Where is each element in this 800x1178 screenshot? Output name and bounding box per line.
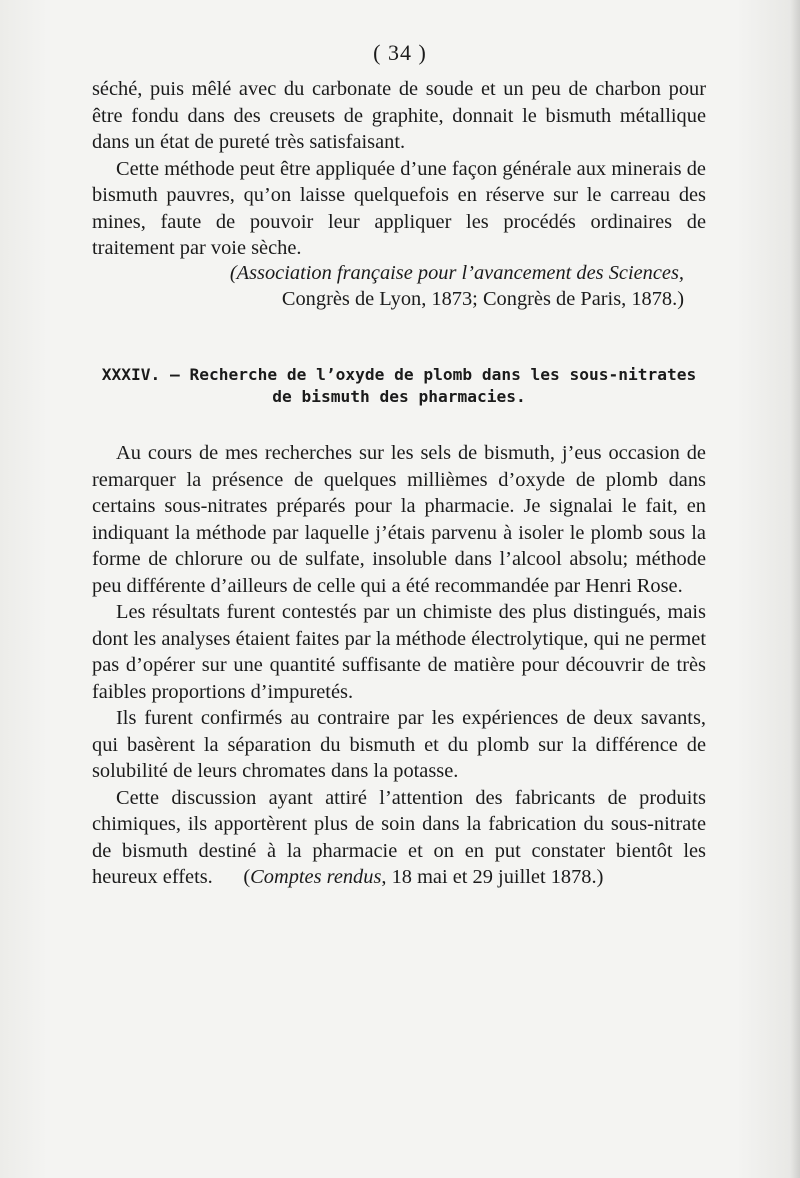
citation-line-2: Congrès de Lyon, 1873; Congrès de Paris, 1878.) [281,288,684,310]
opening-text [92,76,706,262]
final-citation-text: (Comptes rendus, 18 mai et 29 juillet 1878.) [243,866,604,888]
section-heading-line-2: de bismuth des pharmacies. [272,387,526,406]
journal-title: Comptes rendus [250,866,382,888]
paragraph-confirmed: Ils furent confirmés au contraire par les expériences de deux savants, qui basèrent la séparation du bismuth et du plomb sur la différence de solubilité de leurs chromates dans la potasse. [92,707,706,782]
section-body [92,440,706,891]
paragraph-method: Cette méthode peut être appliquée d’une façon générale aux minerais de bismuth pauvres, qu’on laisse quelquefois en réserve sur le carreau des mines, faute de pouvoir leur appliquer les procédés ordinaires de traitement par voie sèche. [92,157,706,259]
citation-source: (Association française pour l’avancement des Sciences, [229,262,684,284]
paragraph-discussion-text: Cette discussion ayant attiré l’attention des fabricants de produits chimiques, ils apportèrent plus de soin dans la fabrication du sous-nitrate de bismuth destiné à la pharmacie et on en put constater bientôt les heureux effets. [92,786,706,888]
paragraph-discussion [92,785,706,891]
citation-line-1 [92,260,684,287]
final-citation [243,866,603,888]
section-heading [92,364,706,408]
show-through-texture [110,920,700,1040]
paragraph-continuation: séché, puis mêlé avec du carbonate de soude et un peu de charbon pour être fondu dans des creusets de graphite, donnait le bismuth métallique dans un état de pureté très satisfaisant. [92,78,706,153]
section-heading-line-1: XXXIV. — Recherche de l’oxyde de plomb dans les sous-nitrates [101,365,697,384]
paragraph-research: Au cours de mes recherches sur les sels de bismuth, j’eus occasion de remarquer la présence de quelques millièmes d’oxyde de plomb dans certains sous-nitrates préparés pour la pharmacie. Je signalai le fait, en indiquant la méthode par laquelle j’étais parvenu à isoler le plomb sous la forme de chlorure ou de sulfate, insoluble dans l’alcool absolu; méthode peu différente d’ailleurs de celle qui a été recommandée par Henri Rose. [92,442,706,597]
page-edge-shadow [790,0,800,1178]
paragraph-contested: Les résultats furent contestés par un chimiste des plus distingués, mais dont les analyses étaient faites par la méthode électrolytique, qui ne permet pas d’opérer sur une quantité suffisante de matière pour découvrir de très faibles proportions d’impuretés. [92,601,706,703]
page-number: ( 34 ) [373,40,427,65]
